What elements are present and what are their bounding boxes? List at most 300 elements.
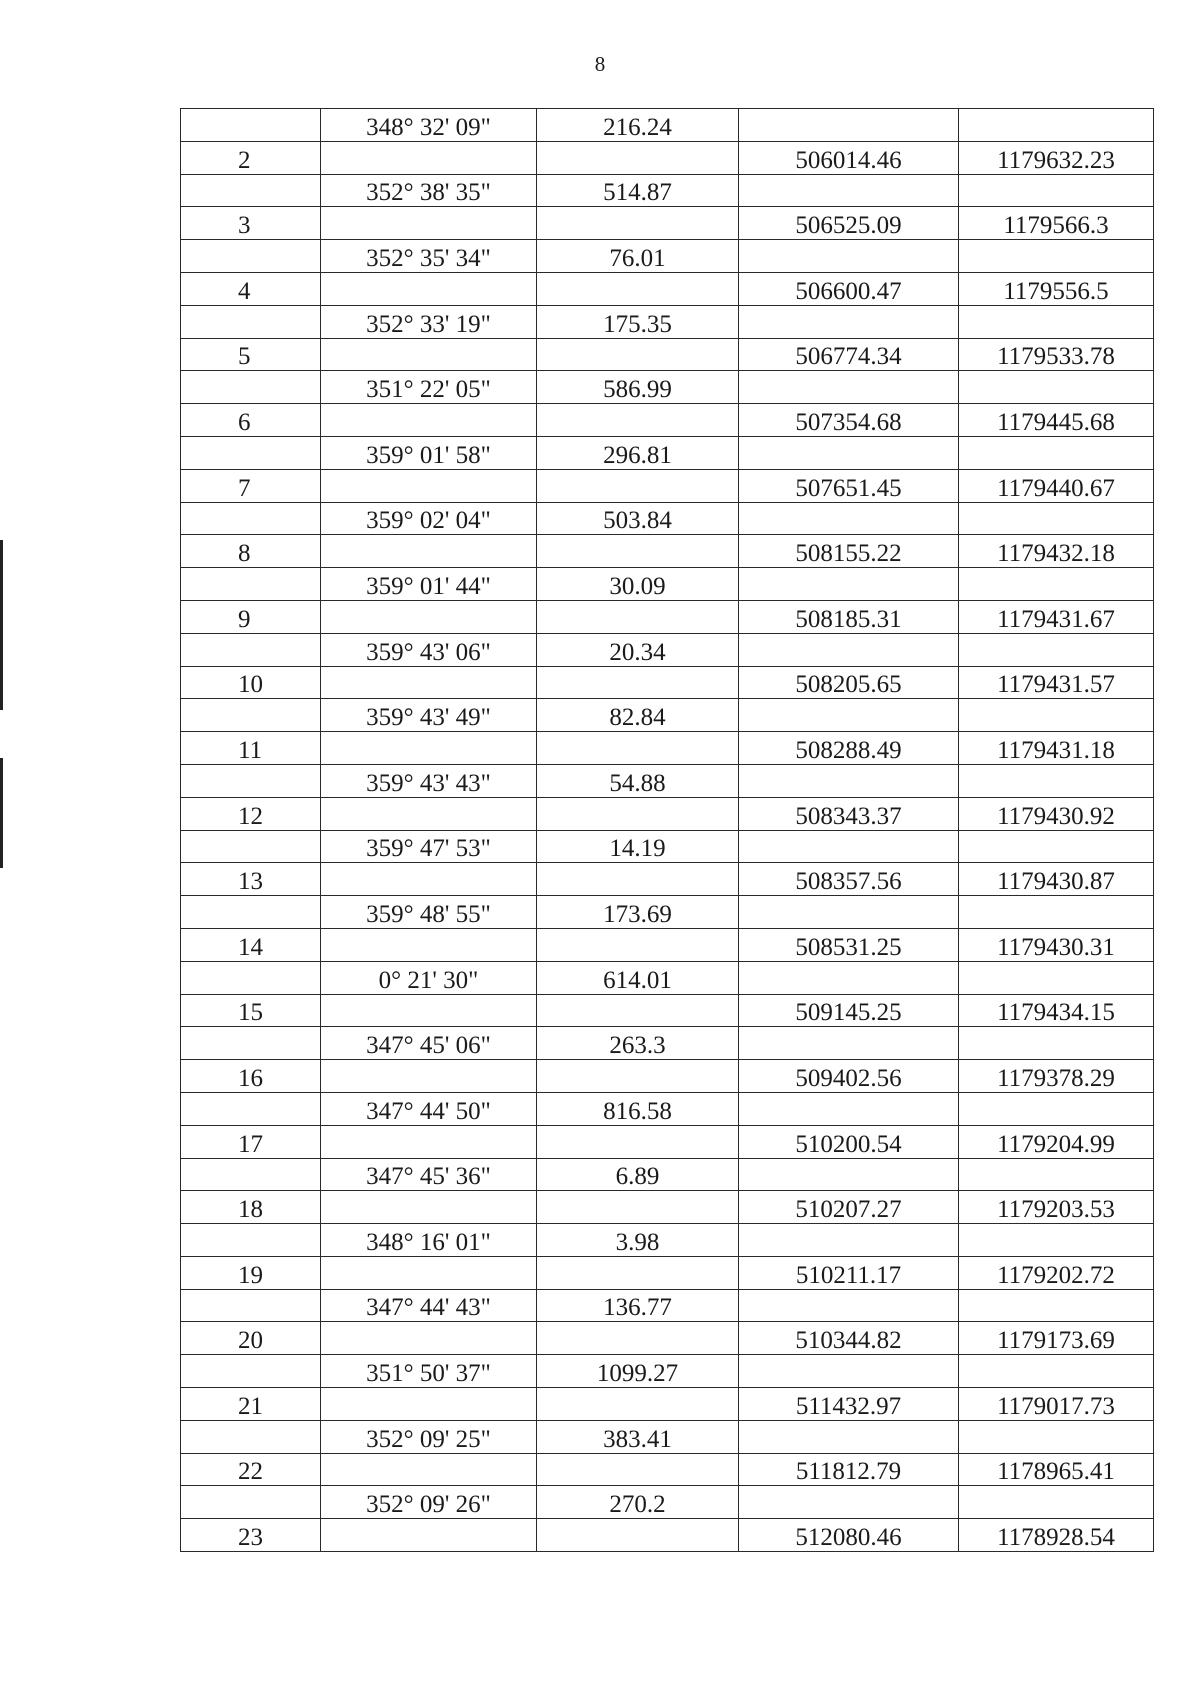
table-row <box>181 600 1154 633</box>
distance-cell <box>537 1355 739 1388</box>
station-cell <box>181 1027 321 1060</box>
station-cell <box>181 1224 321 1257</box>
station-cell <box>181 338 321 371</box>
table-row <box>181 732 1154 765</box>
bearing-cell <box>321 928 537 961</box>
table-row <box>181 896 1154 929</box>
northing-cell <box>739 1158 959 1191</box>
bearing-cell <box>321 1092 537 1125</box>
station-cell-text: 22 <box>238 1458 263 1486</box>
coordinate-table-body <box>181 109 1154 1552</box>
easting-cell-text: 1178928.54 <box>997 1524 1115 1552</box>
northing-cell <box>739 1060 959 1093</box>
distance-cell-text: 30.09 <box>609 572 666 600</box>
bearing-cell <box>321 568 537 601</box>
easting-cell <box>959 174 1154 207</box>
table-row <box>181 141 1154 174</box>
bearing-cell <box>321 371 537 404</box>
northing-cell <box>739 1256 959 1289</box>
table-row <box>181 699 1154 732</box>
northing-cell <box>739 666 959 699</box>
northing-cell <box>739 141 959 174</box>
station-cell <box>181 600 321 633</box>
easting-cell-text: 1179434.15 <box>997 999 1115 1027</box>
station-cell-text: 19 <box>238 1261 263 1289</box>
northing-cell <box>739 1191 959 1224</box>
distance-cell <box>537 436 739 469</box>
bearing-cell <box>321 797 537 830</box>
table-row <box>181 1355 1154 1388</box>
distance-cell <box>537 961 739 994</box>
bearing-cell <box>321 600 537 633</box>
distance-cell-text: 20.34 <box>609 638 666 666</box>
station-cell <box>181 568 321 601</box>
bearing-cell-text: 359° 02' 04" <box>366 507 491 535</box>
bearing-cell-text <box>321 1550 536 1551</box>
northing-cell <box>739 535 959 568</box>
northing-cell <box>739 338 959 371</box>
table-row <box>181 436 1154 469</box>
distance-cell <box>537 1125 739 1158</box>
distance-cell <box>537 994 739 1027</box>
bearing-cell <box>321 1027 537 1060</box>
distance-cell <box>537 1191 739 1224</box>
bearing-cell-text: 359° 43' 49" <box>366 704 491 732</box>
distance-cell <box>537 502 739 535</box>
easting-cell <box>959 1453 1154 1486</box>
station-cell <box>181 207 321 240</box>
station-cell <box>181 961 321 994</box>
easting-cell <box>959 699 1154 732</box>
station-cell-text: 16 <box>238 1064 263 1092</box>
bearing-cell <box>321 1224 537 1257</box>
station-cell-text: 6 <box>238 408 251 436</box>
northing-cell <box>739 699 959 732</box>
northing-cell <box>739 1388 959 1421</box>
station-cell <box>181 1289 321 1322</box>
northing-cell <box>739 896 959 929</box>
northing-cell <box>739 1224 959 1257</box>
station-cell-text: 13 <box>238 868 263 896</box>
distance-cell-text: 586.99 <box>603 376 672 404</box>
distance-cell-text: 503.84 <box>603 507 672 535</box>
bearing-cell-text: 352° 33' 19" <box>366 310 491 338</box>
station-cell-text: 17 <box>238 1130 263 1158</box>
northing-cell <box>739 240 959 273</box>
easting-cell <box>959 1355 1154 1388</box>
northing-cell <box>739 305 959 338</box>
easting-cell <box>959 1191 1154 1224</box>
distance-cell <box>537 141 739 174</box>
bearing-cell-text: 0° 21' 30" <box>378 966 479 994</box>
northing-cell <box>739 797 959 830</box>
bearing-cell <box>321 830 537 863</box>
distance-cell <box>537 1158 739 1191</box>
easting-cell <box>959 732 1154 765</box>
bearing-cell <box>321 1519 537 1552</box>
table-row <box>181 272 1154 305</box>
easting-cell <box>959 666 1154 699</box>
distance-cell <box>537 371 739 404</box>
station-cell <box>181 305 321 338</box>
table-row <box>181 1388 1154 1421</box>
easting-cell <box>959 1519 1154 1552</box>
easting-cell-text: 1179533.78 <box>997 343 1115 371</box>
bearing-cell <box>321 699 537 732</box>
easting-cell <box>959 109 1154 142</box>
northing-cell-text: 509145.25 <box>795 999 902 1027</box>
northing-cell <box>739 1519 959 1552</box>
station-cell-text: 10 <box>238 671 263 699</box>
easting-cell <box>959 1027 1154 1060</box>
table-row <box>181 1256 1154 1289</box>
easting-cell-text: 1179430.31 <box>997 933 1115 961</box>
northing-cell-text: 510207.27 <box>795 1196 902 1224</box>
table-row <box>181 633 1154 666</box>
station-cell-text: 9 <box>238 605 251 633</box>
northing-cell <box>739 961 959 994</box>
distance-cell <box>537 1289 739 1322</box>
bearing-cell <box>321 1191 537 1224</box>
bearing-cell <box>321 469 537 502</box>
bearing-cell-text: 352° 09' 26" <box>366 1491 491 1519</box>
easting-cell-text: 1179202.72 <box>997 1261 1115 1289</box>
northing-cell-text: 512080.46 <box>795 1524 902 1552</box>
northing-cell <box>739 732 959 765</box>
northing-cell <box>739 994 959 1027</box>
distance-cell <box>537 1420 739 1453</box>
distance-cell-text: 614.01 <box>603 966 672 994</box>
northing-cell-text: 507354.68 <box>795 408 902 436</box>
bearing-cell-text: 359° 01' 58" <box>366 441 491 469</box>
station-cell-text: 14 <box>238 933 263 961</box>
bearing-cell-text: 347° 45' 36" <box>366 1163 491 1191</box>
bearing-cell-text: 351° 22' 05" <box>366 376 491 404</box>
bearing-cell-text: 352° 09' 25" <box>366 1425 491 1453</box>
bearing-cell <box>321 535 537 568</box>
table-row <box>181 1060 1154 1093</box>
distance-cell <box>537 109 739 142</box>
distance-cell <box>537 1256 739 1289</box>
bearing-cell-text: 359° 48' 55" <box>366 900 491 928</box>
northing-cell <box>739 928 959 961</box>
distance-cell <box>537 1486 739 1519</box>
table-row <box>181 207 1154 240</box>
distance-cell <box>537 699 739 732</box>
distance-cell-text: 3.98 <box>615 1228 660 1256</box>
station-cell <box>181 502 321 535</box>
station-cell <box>181 109 321 142</box>
northing-cell-text: 511432.97 <box>795 1392 902 1420</box>
distance-cell-text: 54.88 <box>609 769 666 797</box>
station-cell-text: 21 <box>238 1392 263 1420</box>
station-cell <box>181 896 321 929</box>
station-cell <box>181 797 321 830</box>
northing-cell <box>739 633 959 666</box>
easting-cell <box>959 1420 1154 1453</box>
distance-cell-text: 14.19 <box>609 835 666 863</box>
distance-cell-text: 216.24 <box>603 113 672 141</box>
distance-cell <box>537 1224 739 1257</box>
bearing-cell <box>321 863 537 896</box>
easting-cell-text: 1179556.5 <box>1003 277 1109 305</box>
table-row <box>181 1092 1154 1125</box>
northing-cell-text: 508155.22 <box>795 540 902 568</box>
station-cell-text: 20 <box>238 1327 263 1355</box>
station-cell-text: 8 <box>238 540 251 568</box>
easting-cell <box>959 764 1154 797</box>
northing-cell <box>739 1125 959 1158</box>
table-row <box>181 1322 1154 1355</box>
bearing-cell <box>321 436 537 469</box>
easting-cell <box>959 1289 1154 1322</box>
northing-cell-text: 508343.37 <box>795 802 902 830</box>
easting-cell <box>959 994 1154 1027</box>
easting-cell-text: 1179431.57 <box>997 671 1115 699</box>
easting-cell <box>959 469 1154 502</box>
bearing-cell <box>321 732 537 765</box>
distance-cell <box>537 305 739 338</box>
distance-cell <box>537 1388 739 1421</box>
easting-cell-text: 1179431.67 <box>997 605 1115 633</box>
table-row <box>181 1027 1154 1060</box>
station-cell <box>181 1092 321 1125</box>
easting-cell-text: 1179431.18 <box>997 736 1115 764</box>
station-cell <box>181 240 321 273</box>
easting-cell-text: 1179173.69 <box>997 1327 1115 1355</box>
distance-cell <box>537 404 739 437</box>
table-row <box>181 1519 1154 1552</box>
distance-cell-text <box>537 1550 738 1551</box>
northing-cell-text: 509402.56 <box>795 1064 902 1092</box>
station-cell <box>181 174 321 207</box>
bearing-cell <box>321 240 537 273</box>
distance-cell-text: 76.01 <box>609 244 666 272</box>
easting-cell <box>959 436 1154 469</box>
distance-cell <box>537 272 739 305</box>
bearing-cell-text: 347° 44' 43" <box>366 1294 491 1322</box>
station-cell-text: 12 <box>238 802 263 830</box>
station-cell <box>181 666 321 699</box>
station-cell <box>181 371 321 404</box>
distance-cell <box>537 928 739 961</box>
bearing-cell-text: 359° 43' 06" <box>366 638 491 666</box>
table-row <box>181 928 1154 961</box>
easting-cell <box>959 1322 1154 1355</box>
table-row <box>181 174 1154 207</box>
northing-cell <box>739 1027 959 1060</box>
easting-cell <box>959 240 1154 273</box>
station-cell <box>181 1158 321 1191</box>
table-row <box>181 764 1154 797</box>
table-row <box>181 1486 1154 1519</box>
distance-cell <box>537 863 739 896</box>
distance-cell <box>537 240 739 273</box>
distance-cell <box>537 1453 739 1486</box>
table-row <box>181 1224 1154 1257</box>
northing-cell <box>739 404 959 437</box>
station-cell <box>181 994 321 1027</box>
bearing-cell <box>321 994 537 1027</box>
bearing-cell <box>321 404 537 437</box>
distance-cell <box>537 1092 739 1125</box>
station-cell <box>181 1256 321 1289</box>
station-cell-text: 18 <box>238 1196 263 1224</box>
northing-cell-text: 506014.46 <box>795 146 902 174</box>
table-row <box>181 666 1154 699</box>
bearing-cell <box>321 1486 537 1519</box>
distance-cell-text: 173.69 <box>603 900 672 928</box>
distance-cell <box>537 1060 739 1093</box>
easting-cell <box>959 961 1154 994</box>
northing-cell <box>739 1355 959 1388</box>
distance-cell-text: 6.89 <box>615 1163 660 1191</box>
northing-cell <box>739 830 959 863</box>
easting-cell <box>959 1256 1154 1289</box>
northing-cell-text: 510211.17 <box>795 1261 902 1289</box>
distance-cell <box>537 764 739 797</box>
northing-cell <box>739 371 959 404</box>
easting-cell-text: 1179632.23 <box>997 146 1115 174</box>
table-row <box>181 1289 1154 1322</box>
northing-cell-text: 510344.82 <box>795 1327 902 1355</box>
northing-cell <box>739 1486 959 1519</box>
distance-cell <box>537 1519 739 1552</box>
easting-cell <box>959 535 1154 568</box>
table-row <box>181 109 1154 142</box>
distance-cell <box>537 896 739 929</box>
northing-cell <box>739 502 959 535</box>
distance-cell-text: 82.84 <box>609 704 666 732</box>
easting-cell <box>959 830 1154 863</box>
bearing-cell-text: 352° 38' 35" <box>366 179 491 207</box>
table-row <box>181 1158 1154 1191</box>
bearing-cell-text: 359° 43' 43" <box>366 769 491 797</box>
station-cell <box>181 830 321 863</box>
station-cell <box>181 863 321 896</box>
distance-cell-text: 514.87 <box>603 179 672 207</box>
northing-cell <box>739 764 959 797</box>
northing-cell-text: 508288.49 <box>795 736 902 764</box>
distance-cell <box>537 469 739 502</box>
bearing-cell-text: 348° 32' 09" <box>366 113 491 141</box>
table-row <box>181 568 1154 601</box>
bearing-cell <box>321 666 537 699</box>
northing-cell-text: 510200.54 <box>795 1130 902 1158</box>
distance-cell-text: 1099.27 <box>596 1360 679 1388</box>
table-row <box>181 535 1154 568</box>
easting-cell <box>959 305 1154 338</box>
station-cell <box>181 1420 321 1453</box>
scan-edge-mark-lower <box>0 758 3 868</box>
easting-cell <box>959 502 1154 535</box>
station-cell-text: 5 <box>238 343 251 371</box>
northing-cell-text: 506774.34 <box>795 343 902 371</box>
station-cell <box>181 1388 321 1421</box>
station-cell-text: 7 <box>238 474 251 502</box>
easting-cell <box>959 371 1154 404</box>
distance-cell <box>537 207 739 240</box>
distance-cell-text: 270.2 <box>609 1491 666 1519</box>
distance-cell-text: 296.81 <box>603 441 672 469</box>
easting-cell <box>959 633 1154 666</box>
easting-cell <box>959 1388 1154 1421</box>
northing-cell-text: 508531.25 <box>795 933 902 961</box>
station-cell <box>181 1519 321 1552</box>
station-cell <box>181 1355 321 1388</box>
bearing-cell <box>321 1060 537 1093</box>
station-cell <box>181 404 321 437</box>
table-row <box>181 1420 1154 1453</box>
northing-cell <box>739 207 959 240</box>
northing-cell <box>739 469 959 502</box>
northing-cell-text: 506525.09 <box>795 212 902 240</box>
table-row <box>181 1453 1154 1486</box>
station-cell <box>181 1453 321 1486</box>
easting-cell-text: 1179432.18 <box>997 540 1115 568</box>
easting-cell <box>959 338 1154 371</box>
station-cell <box>181 1125 321 1158</box>
distance-cell-text: 816.58 <box>603 1097 672 1125</box>
easting-cell <box>959 272 1154 305</box>
easting-cell-text: 1179566.3 <box>1003 212 1109 240</box>
easting-cell <box>959 404 1154 437</box>
bearing-cell <box>321 896 537 929</box>
table-row <box>181 830 1154 863</box>
table-row <box>181 502 1154 535</box>
distance-cell <box>537 338 739 371</box>
easting-cell <box>959 141 1154 174</box>
easting-cell-text: 1178965.41 <box>997 1458 1115 1486</box>
northing-cell <box>739 109 959 142</box>
station-cell <box>181 633 321 666</box>
bearing-cell-text: 348° 16' 01" <box>366 1228 491 1256</box>
bearing-cell <box>321 305 537 338</box>
bearing-cell <box>321 633 537 666</box>
table-row <box>181 240 1154 273</box>
easting-cell-text: 1179204.99 <box>997 1130 1115 1158</box>
station-cell <box>181 1486 321 1519</box>
easting-cell <box>959 568 1154 601</box>
station-cell-text: 15 <box>238 999 263 1027</box>
bearing-cell <box>321 338 537 371</box>
station-cell <box>181 1060 321 1093</box>
northing-cell <box>739 1420 959 1453</box>
bearing-cell <box>321 1289 537 1322</box>
easting-cell <box>959 1060 1154 1093</box>
bearing-cell <box>321 1125 537 1158</box>
northing-cell-text: 507651.45 <box>795 474 902 502</box>
northing-cell-text: 511812.79 <box>795 1458 902 1486</box>
table-row <box>181 863 1154 896</box>
distance-cell <box>537 666 739 699</box>
northing-cell <box>739 863 959 896</box>
northing-cell <box>739 1289 959 1322</box>
distance-cell <box>537 633 739 666</box>
table-row <box>181 338 1154 371</box>
northing-cell-text: 508357.56 <box>795 868 902 896</box>
bearing-cell <box>321 1158 537 1191</box>
northing-cell <box>739 1322 959 1355</box>
easting-cell <box>959 1486 1154 1519</box>
northing-cell-text: 508185.31 <box>795 605 902 633</box>
easting-cell <box>959 207 1154 240</box>
bearing-cell-text: 352° 35' 34" <box>366 244 491 272</box>
coordinate-table <box>180 108 1154 1552</box>
distance-cell <box>537 600 739 633</box>
bearing-cell <box>321 502 537 535</box>
table-row <box>181 404 1154 437</box>
